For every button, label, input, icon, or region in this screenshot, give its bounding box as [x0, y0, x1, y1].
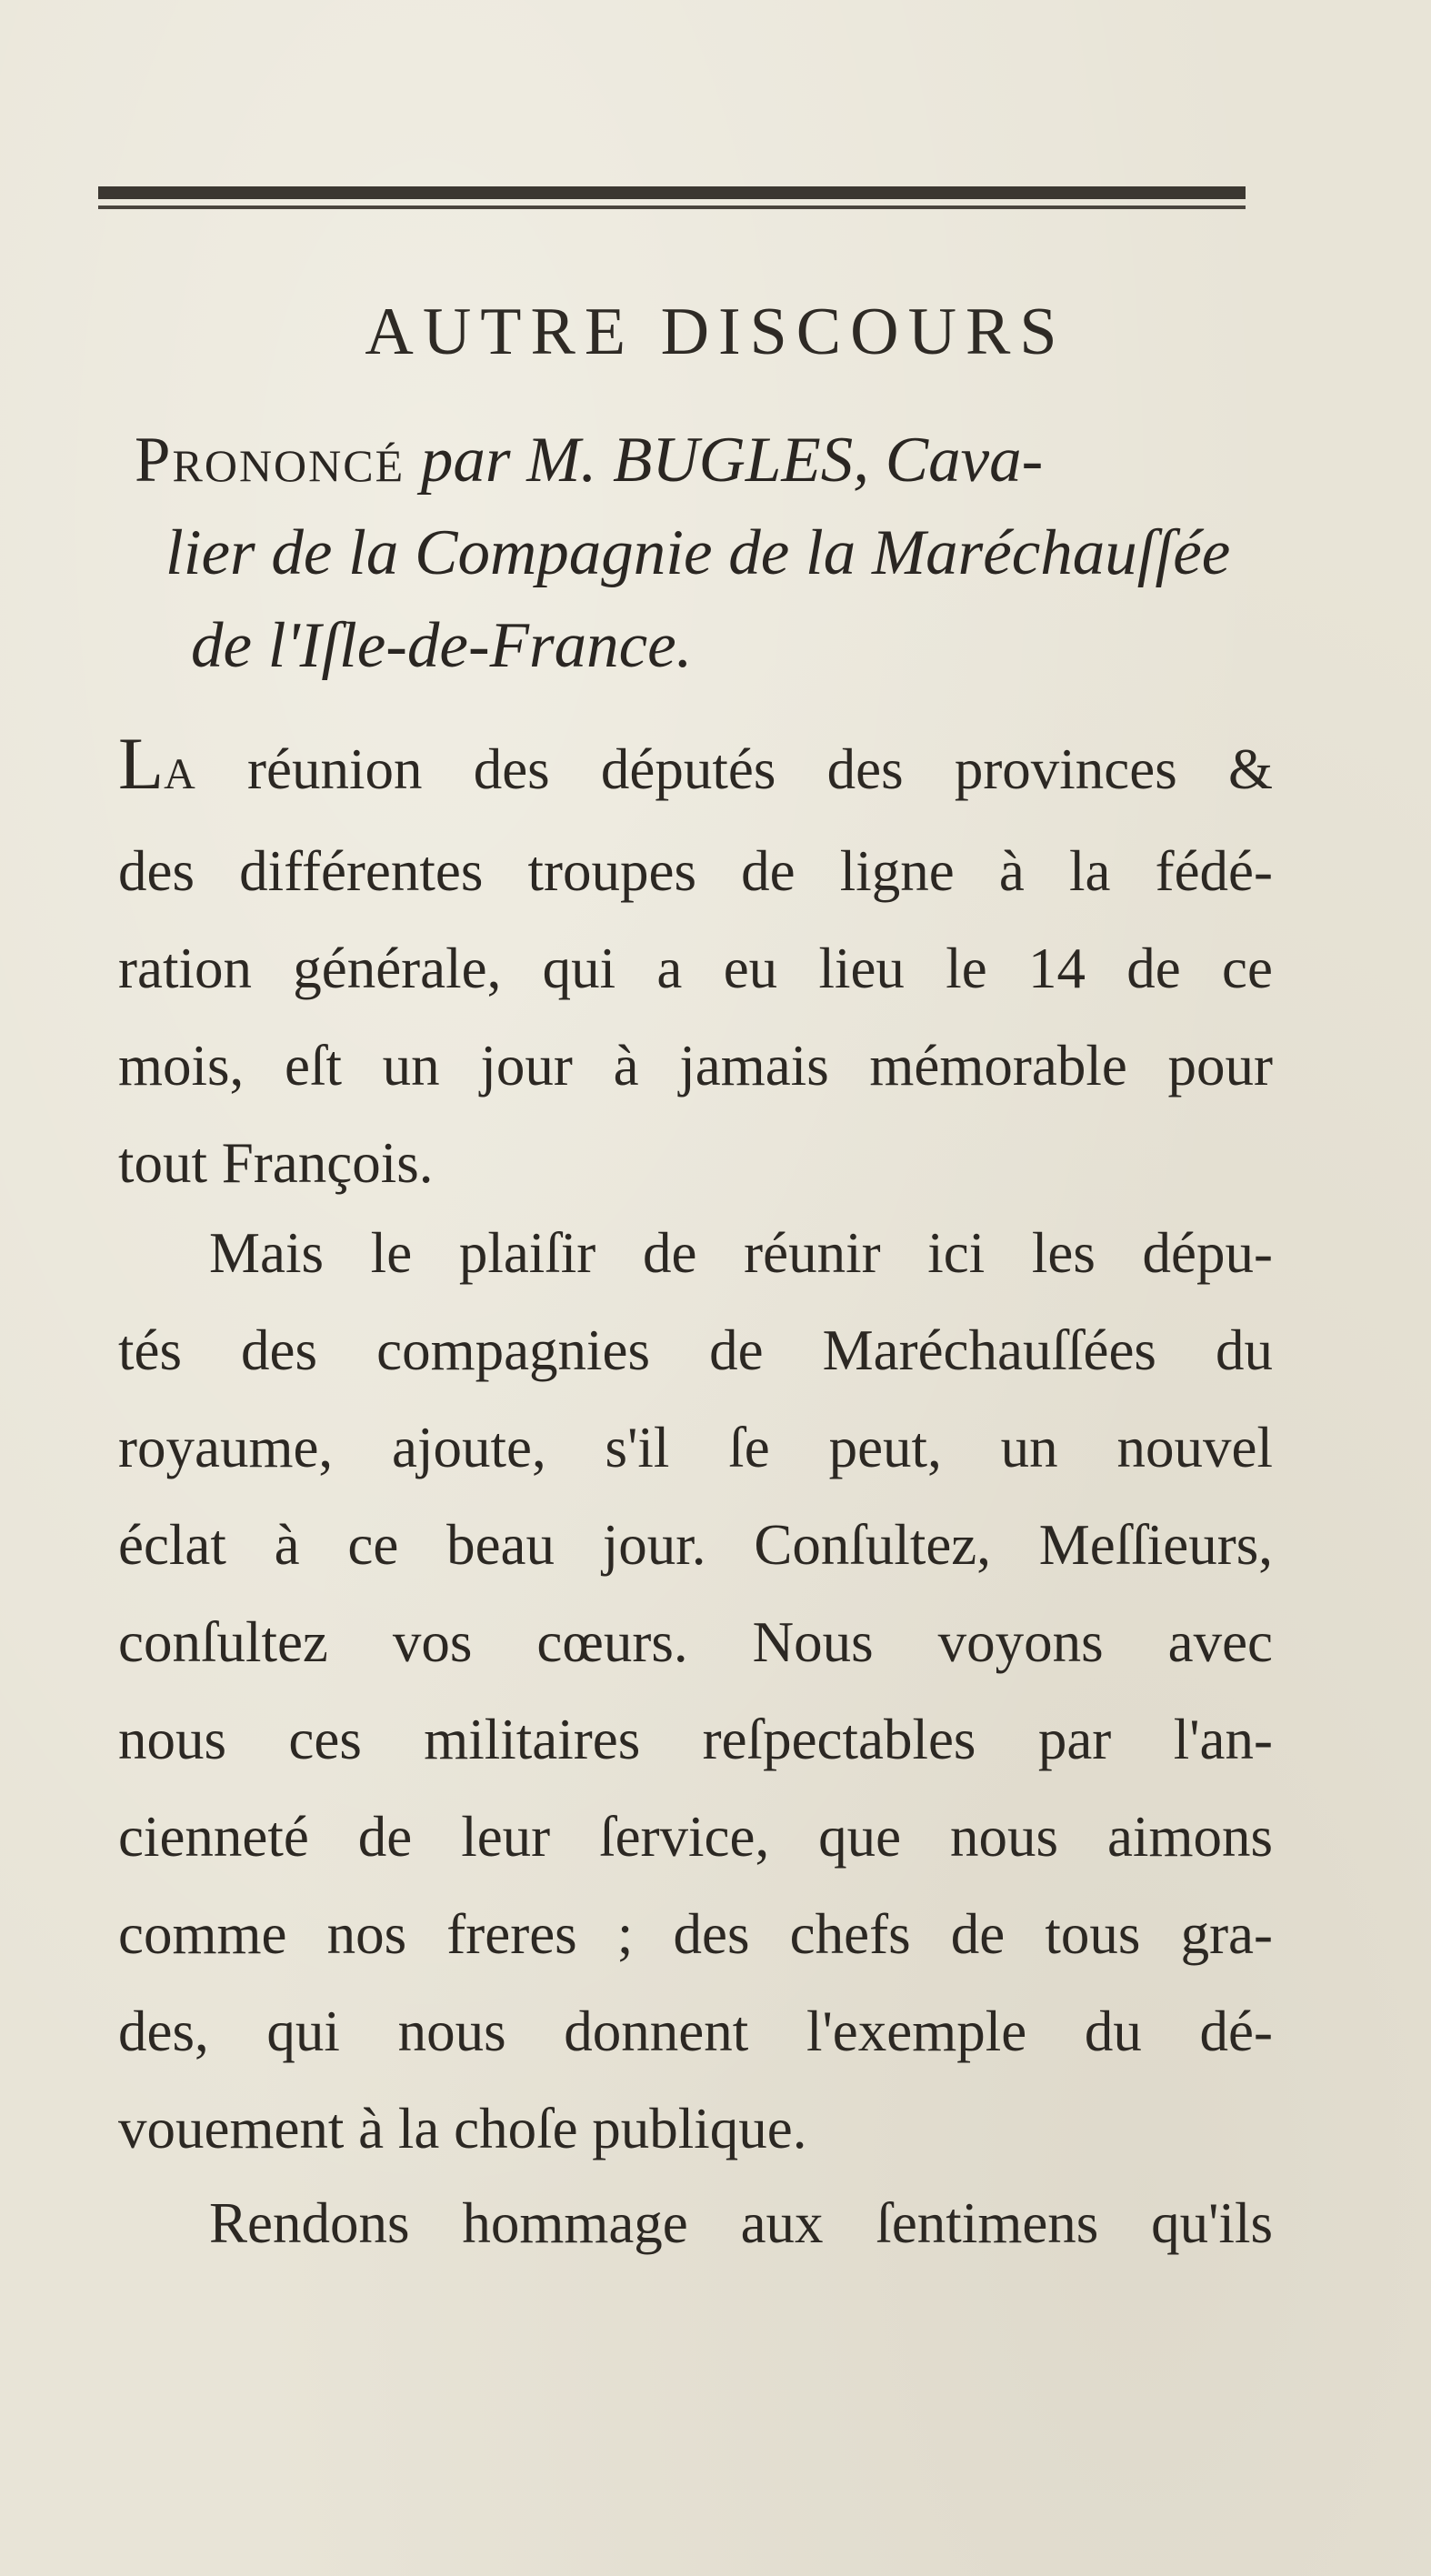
paragraph-2-line-7: cienneté de leur ſervice, que nous aimons — [118, 1805, 1273, 1869]
paragraph-2 — [118, 1205, 1273, 2178]
subtitle-attribution — [135, 414, 1253, 692]
paragraph-2-line-2: tés des compagnies de Maréchauſſées du — [118, 1318, 1273, 1382]
paragraph-1-line-3: ration générale, qui a eu lieu le 14 de ce — [118, 937, 1273, 1000]
paragraph-2-line-3: royaume, ajoute, s'il ſe peut, un nouvel — [118, 1416, 1273, 1479]
paragraph-2-line-1: Mais le plaiſir de réunir ici les dépu- — [209, 1221, 1273, 1285]
header-rule-thin — [98, 205, 1246, 209]
subtitle-line-1: par M. BUGLES, Cava- — [405, 425, 1044, 496]
paragraph-2-line-4: éclat à ce beau jour. Conſultez, Meſſieurs, — [118, 1513, 1273, 1577]
header-rule-thick — [98, 186, 1246, 199]
drop-cap: L — [118, 722, 165, 805]
paragraph-1-line-5: tout François. — [118, 1131, 434, 1195]
paragraph-2-line-9: des, qui nous donnent l'exemple du dé- — [118, 2000, 1273, 2063]
paragraph-2-line-6: nous ces militaires reſpectables par l'an- — [118, 1708, 1273, 1771]
paragraph-3-line-1: Rendons hommage aux ſentimens qu'ils — [209, 2191, 1273, 2255]
paragraph-2-line-8: comme nos freres ; des chefs de tous gra- — [118, 1902, 1273, 1966]
subtitle-line-2: lier de la Compagnie de la Maréchauſſée — [165, 517, 1231, 588]
paragraph-2-line-10: vouement à la choſe publique. — [118, 2097, 807, 2160]
paragraph-3 — [118, 2175, 1273, 2272]
paragraph-1-line-4: mois, eſt un jour à jamais mémorable pour — [118, 1034, 1273, 1098]
drop-cap-continuation: A — [164, 750, 196, 798]
discourse-title: AUTRE DISCOURS — [365, 295, 1066, 369]
paragraph-1-line-1-text: réunion des députés des provinces & — [195, 737, 1273, 801]
paragraph-2-line-5: conſultez vos cœurs. Nous voyons avec — [118, 1610, 1273, 1674]
paragraph-1-line-2: des différentes troupes de ligne à la fédé- — [118, 839, 1273, 903]
paragraph-1-line-1 — [118, 721, 1273, 823]
subtitle-lead-word: Prononcé — [135, 425, 405, 496]
paragraph-1 — [118, 721, 1273, 1212]
subtitle-line-3: de l'Iſle-de-France. — [191, 610, 693, 681]
